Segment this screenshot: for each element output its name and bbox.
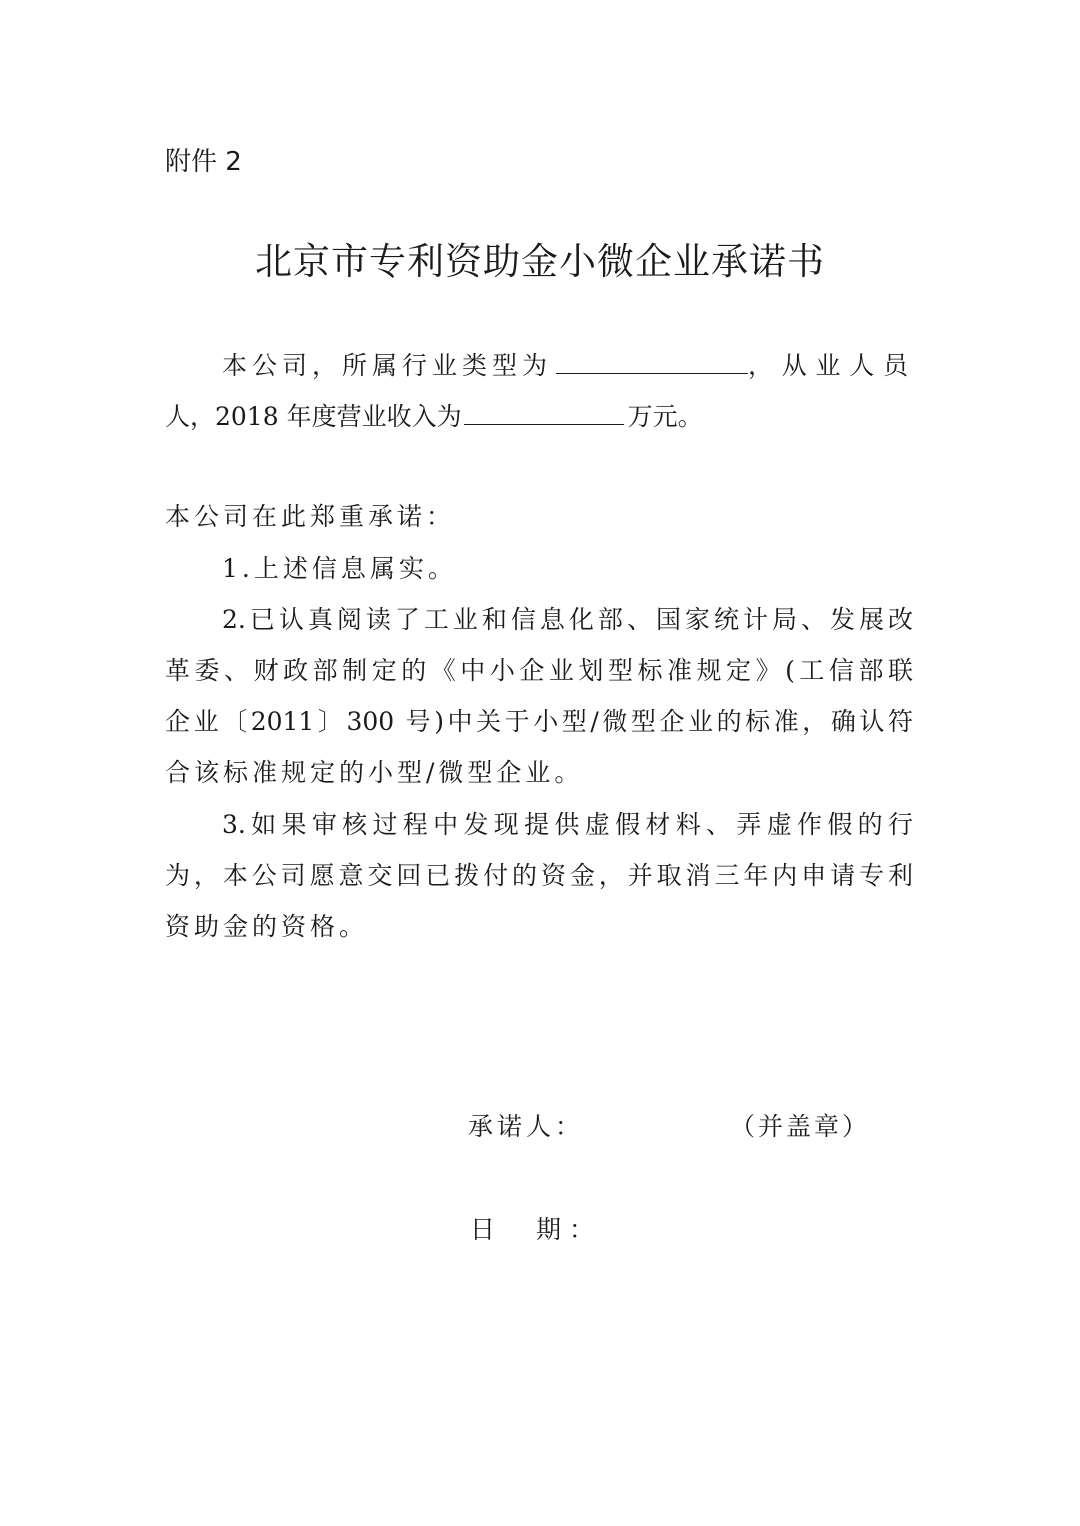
attachment-label: 附件 2 [165, 147, 242, 177]
pledge-item-3-line-2: 为，本公司愿意交回已拨付的资金，并取消三年内申请专利 [165, 861, 913, 890]
date-label: 日 期： [470, 1215, 603, 1244]
intro-line-1-text-b: ，从业人员 [748, 351, 913, 380]
industry-type-blank [556, 345, 748, 374]
pledge-heading: 本公司在此郑重承诺： [165, 502, 456, 531]
intro-line-2-text-b: 万元。 [627, 402, 703, 431]
intro-line-2 [165, 396, 913, 437]
pledge-item-2-line-1: 2.已认真阅读了工业和信息化部、国家统计局、发展改 [222, 605, 913, 634]
signer-label: 承诺人： [468, 1112, 585, 1141]
pledge-item-1: 1.上述信息属实。 [222, 554, 457, 583]
intro-line-1 [165, 345, 913, 386]
pledge-item-3-line-3: 资助金的资格。 [165, 912, 369, 941]
pledge-item-2-line-4: 合该标准规定的小型/微型企业。 [165, 758, 584, 787]
document-title: 北京市专利资助金小微企业承诺书 [255, 240, 825, 283]
pledge-item-3-line-1: 3.如果审核过程中发现提供虚假材料、弄虚作假的行 [222, 810, 913, 839]
seal-note: （并盖章） [730, 1112, 871, 1141]
pledge-item-2-line-3: 企业〔2011〕300 号)中关于小型/微型企业的标准，确认符 [165, 707, 913, 736]
revenue-blank [464, 396, 624, 425]
pledge-item-2-line-2: 革委、财政部制定的《中小企业划型标准规定》(工信部联 [165, 656, 913, 685]
intro-line-2-text-a: 人，2018 年度营业收入为 [165, 402, 462, 431]
intro-line-1-text-a: 本公司，所属行业类型为 [222, 351, 553, 380]
